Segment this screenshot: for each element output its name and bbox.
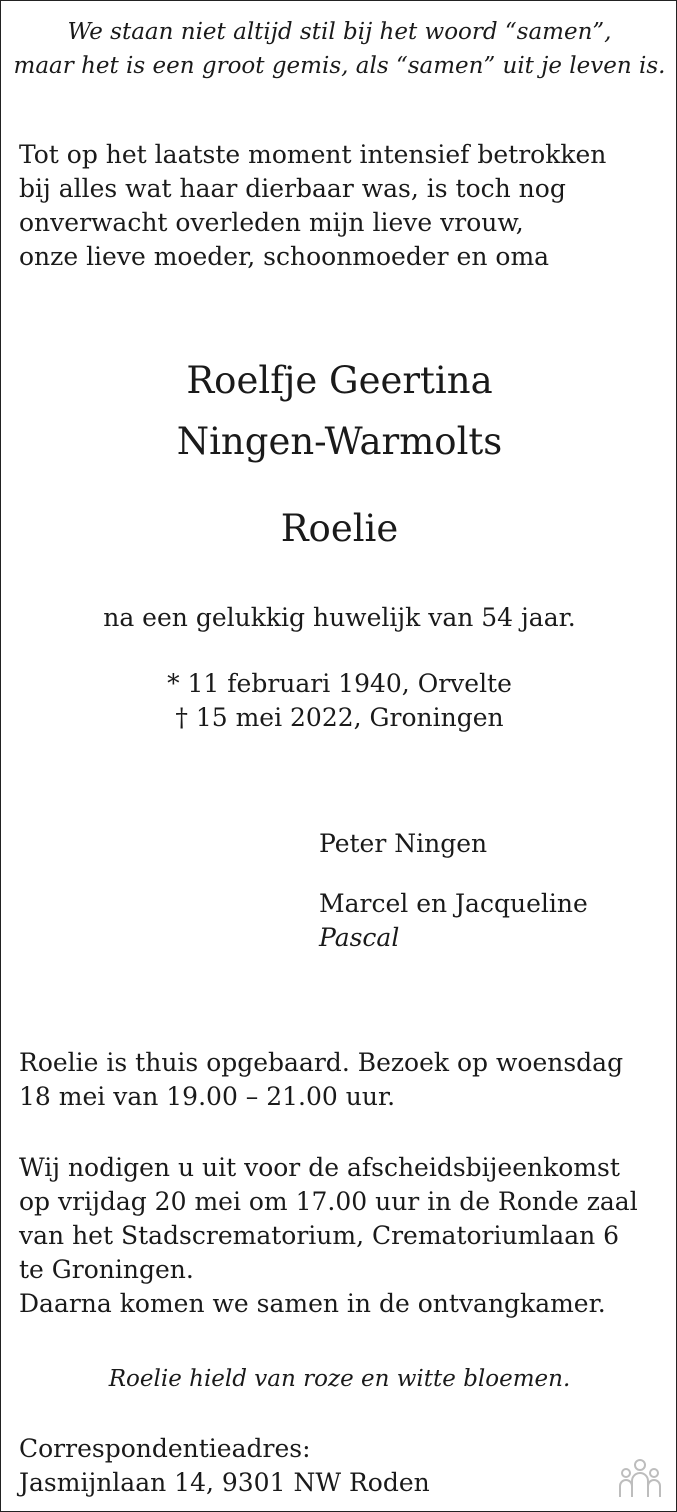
people-group-icon [618,1457,662,1499]
ceremony-line-2: op vrijdag 20 mei om 17.00 uur in de Ronde zaal [19,1187,638,1216]
marriage-line: na een gelukkig huwelijk van 54 jaar. [103,603,576,632]
ceremony-line-4: te Groningen. [19,1255,194,1284]
deceased-name-line-1: Roelfje Geertina [186,359,493,402]
birth-date: * 11 februari 1940, Orvelte [167,669,512,698]
family-grandchild: Pascal [319,923,400,952]
viewing-line-1: Roelie is thuis opgebaard. Bezoek op woensdag [19,1048,624,1077]
ceremony-line-1: Wij nodigen u uit voor de afscheidsbijeenkomst [19,1153,620,1182]
family-children: Marcel en Jacqueline [319,889,588,918]
death-date: † 15 mei 2022, Groningen [175,703,504,732]
motto-line-1: We staan niet altijd stil bij het woord “samen”, [67,19,612,45]
intro-line-2: bij alles wat haar dierbaar was, is toch nog [19,174,566,203]
ceremony-line-3: van het Stadscrematorium, Crematoriumlaan 6 [19,1221,620,1250]
correspondence-label: Correspondentieadres: [19,1434,311,1463]
intro-line-1: Tot op het laatste moment intensief betrokken [19,140,607,169]
ceremony-line-5: Daarna komen we samen in de ontvangkamer. [19,1289,606,1318]
motto-line-2: maar het is een groot gemis, als “samen” uit je leven is. [13,53,666,79]
family-spouse: Peter Ningen [319,829,488,858]
flowers-note: Roelie hield van roze en witte bloemen. [108,1366,571,1392]
intro-line-4: onze lieve moeder, schoonmoeder en oma [19,242,550,271]
viewing-line-2: 18 mei van 19.00 – 21.00 uur. [19,1082,396,1111]
intro-line-3: onverwacht overleden mijn lieve vrouw, [19,208,524,237]
deceased-name-line-2: Ningen-Warmolts [176,420,503,463]
correspondence-address: Jasmijnlaan 14, 9301 NW Roden [19,1468,430,1497]
deceased-nickname: Roelie [280,507,399,550]
